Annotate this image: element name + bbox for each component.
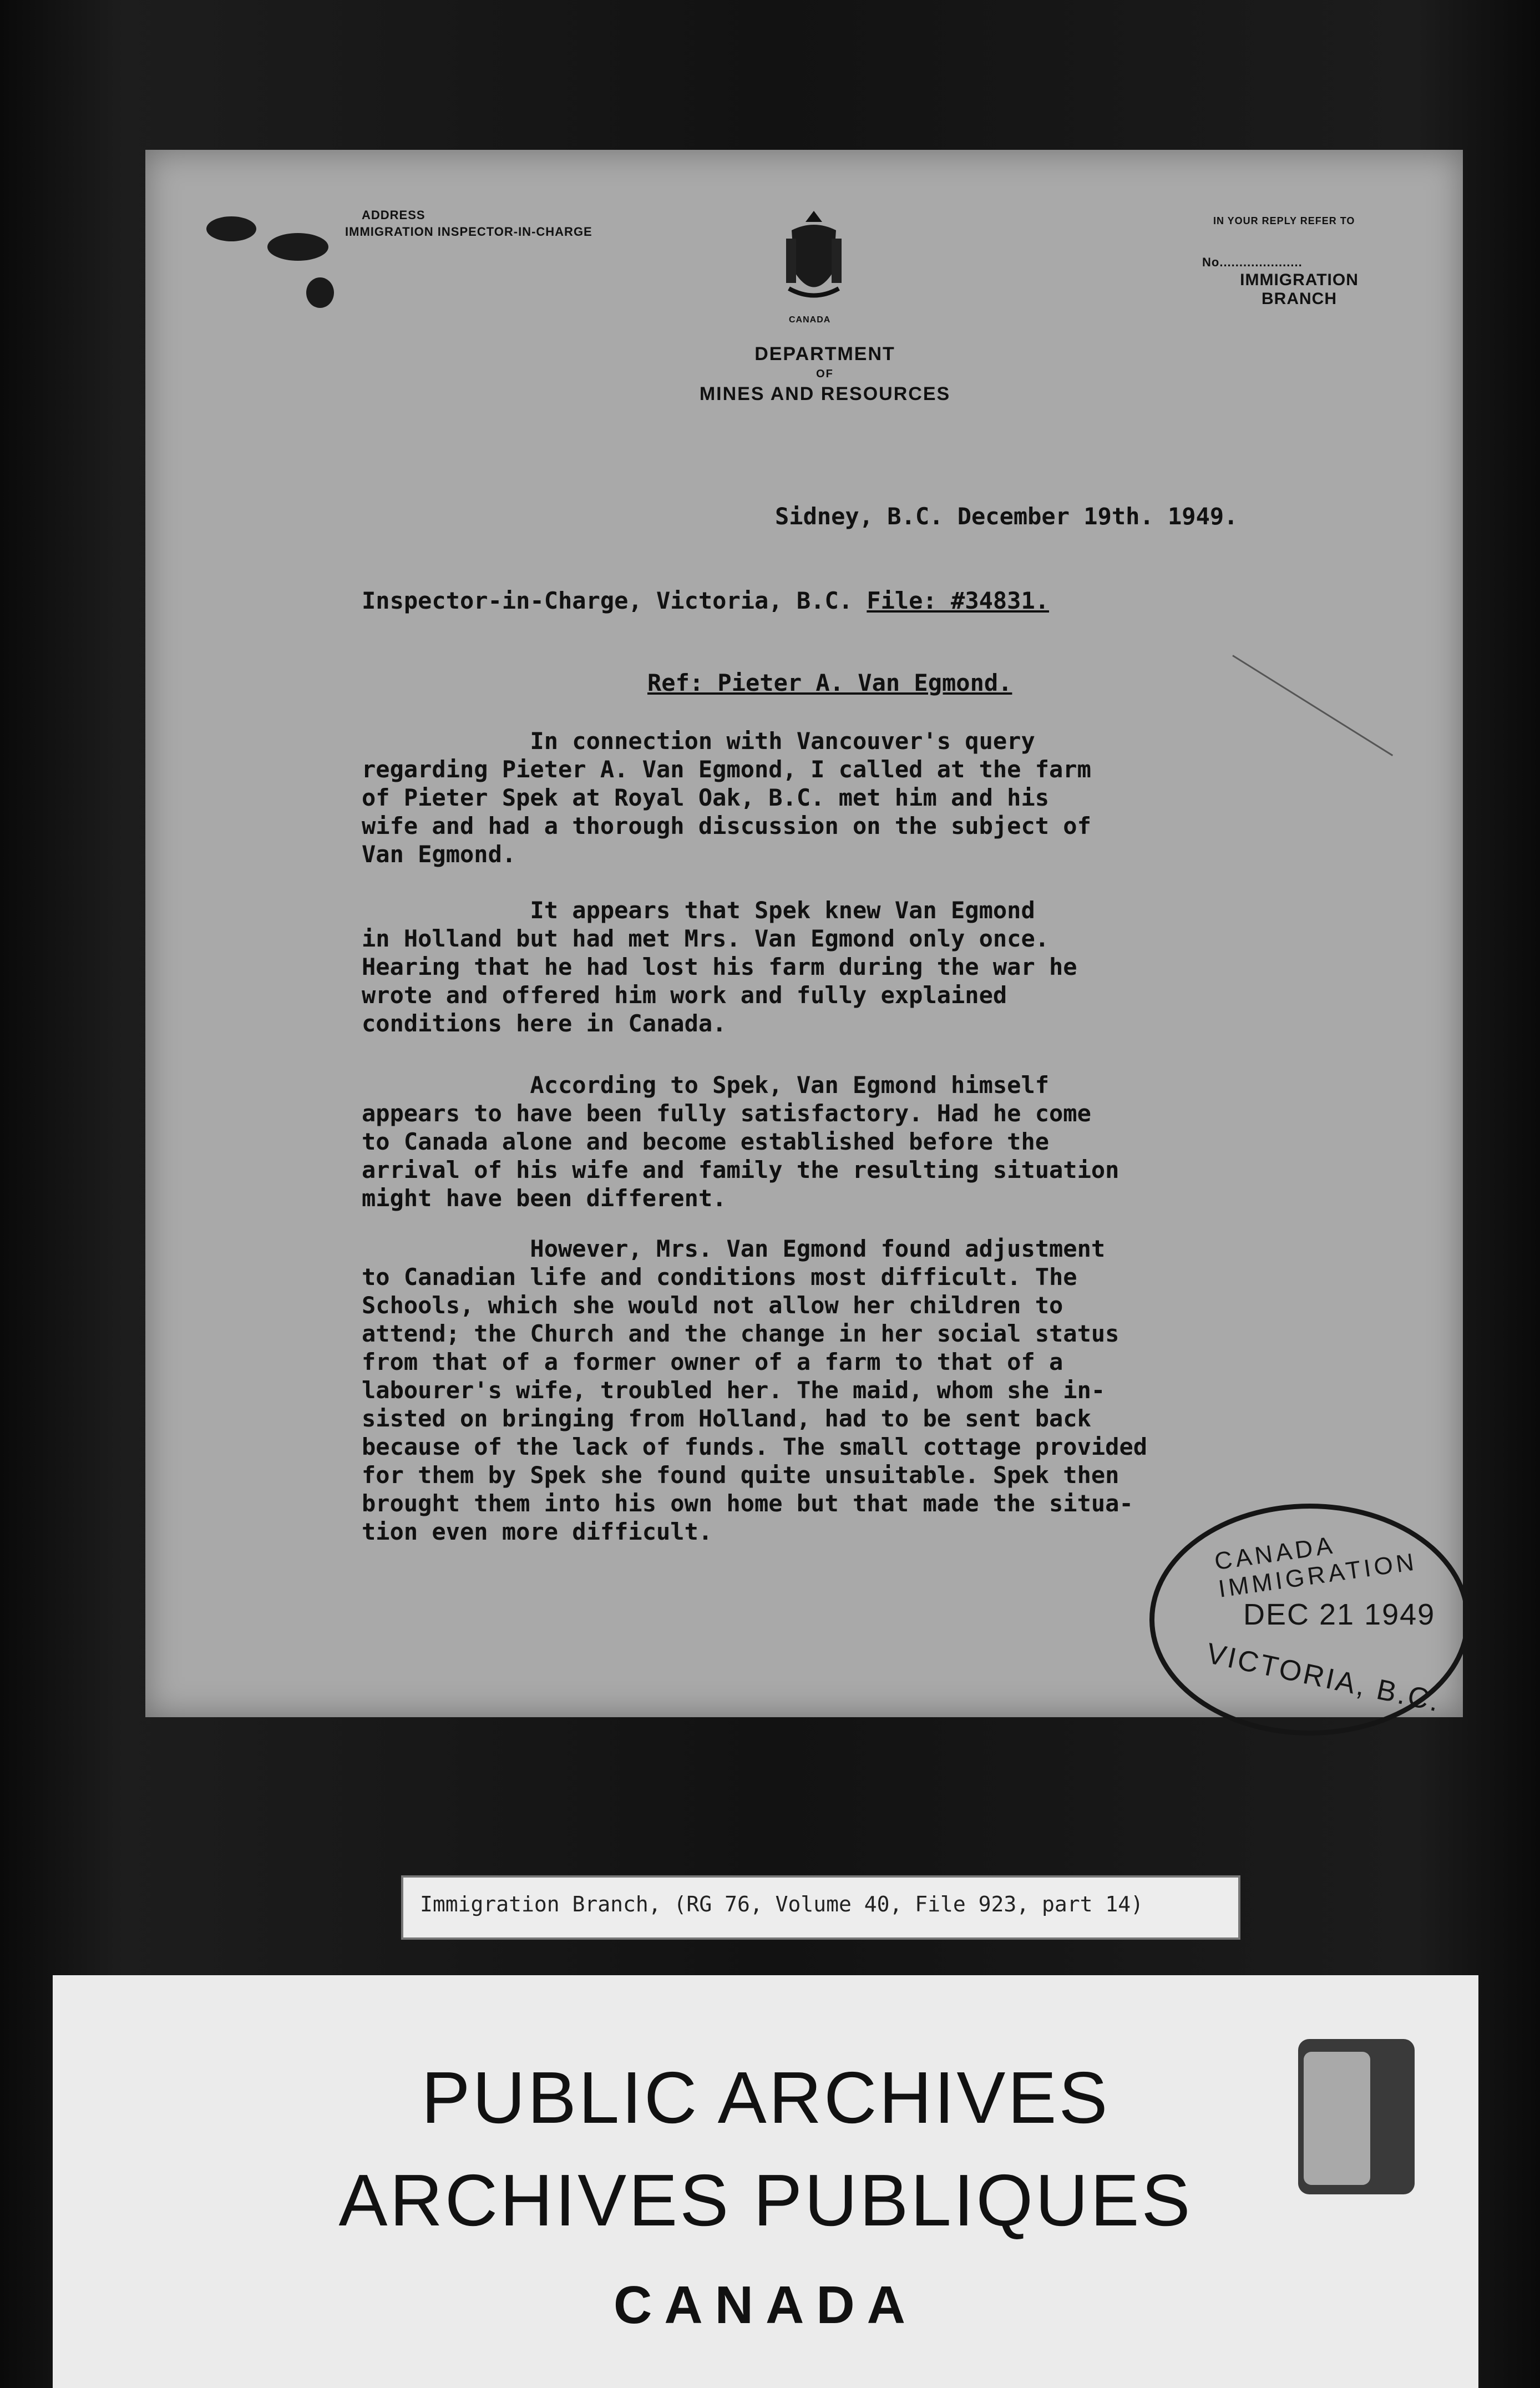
file-reference: File: #34831. [867,587,1050,614]
letter-dateline: Sidney, B.C. December 19th. 1949. [775,503,1238,530]
branch-heading [1222,271,1377,308]
reply-reference-prompt: IN YOUR REPLY REFER TO [1213,215,1355,226]
letter-paragraph: According to Spek, Van Egmond himself appears to have been fully satisfactory. Had he come to Canada alone and become established before the arrival of his wife and family the resulting situation might have been different. [362,1071,1119,1212]
received-date-stamp [1149,1504,1470,1736]
department-heading [645,341,1005,407]
reply-number-line: No..................... [1202,255,1303,269]
archives-card-line2: ARCHIVES PUBLIQUES [338,2159,1193,2241]
stamp-top-text: CANADA IMMIGRATION [1213,1531,1419,1603]
branch-line2: BRANCH [1262,290,1337,308]
archives-card-line1: PUBLIC ARCHIVES [421,2057,1110,2138]
department-of: OF [816,368,834,380]
letterhead-address-label: ADDRESS [362,208,425,222]
letter-paragraph: In connection with Vancouver's query regarding Pieter A. Van Egmond, I called at the farm of Pieter Spek at Royal Oak, B.C. met him and his wife and had a thorough discussion on the subject of Van Egmond. [362,727,1091,868]
letter-page [145,150,1463,1717]
letterhead-address-line: IMMIGRATION INSPECTOR-IN-CHARGE [345,225,592,239]
letter-paragraph: However, Mrs. Van Egmond found adjustment to Canadian life and conditions most difficult. The Schools, which she would not allow her children to attend; the Church and the change in her social status from that of a former owner of a farm to that of a labourer's wife, troubled her. The maid, whom she in- sisted on bringing from Holland, had to be sent back because of the lack of funds. The small cottage provided for them by Spek she found quite unsuitable. Spek then brought them into his own home but that made the situa- tion even more difficult. [362,1235,1148,1545]
stamp-bottom-text: VICTORIA, B.C. [1203,1637,1444,1719]
branch-line1: IMMIGRATION [1240,271,1359,289]
ink-stain [306,277,334,308]
stamp-date: DEC 21 1949 [1243,1598,1436,1631]
binder-clip-inner [1304,2052,1370,2185]
crest-caption: CANADA [789,315,831,325]
ink-stain [267,233,328,261]
addressee-name: Inspector-in-Charge, Victoria, B.C. [362,587,853,614]
letter-subject: Ref: Pieter A. Van Egmond. [647,669,1012,696]
ink-stain [206,216,256,241]
catalogue-reference: Immigration Branch, (RG 76, Volume 40, File 923, part 14) [420,1892,1144,1916]
department-line2: MINES AND RESOURCES [699,383,951,404]
canada-crest-icon [772,205,855,311]
department-line1: DEPARTMENT [754,343,895,365]
archives-card [53,1975,1478,2388]
letter-paragraph: It appears that Spek knew Van Egmond in Holland but had met Mrs. Van Egmond only once. Hearing that he had lost his farm during the war he wrote and offered him work and fully explained conditions here in Canada. [362,897,1077,1037]
letter-addressee [362,586,1049,615]
catalogue-label [401,1875,1240,1940]
archives-card-line3: CANADA [614,2275,918,2335]
